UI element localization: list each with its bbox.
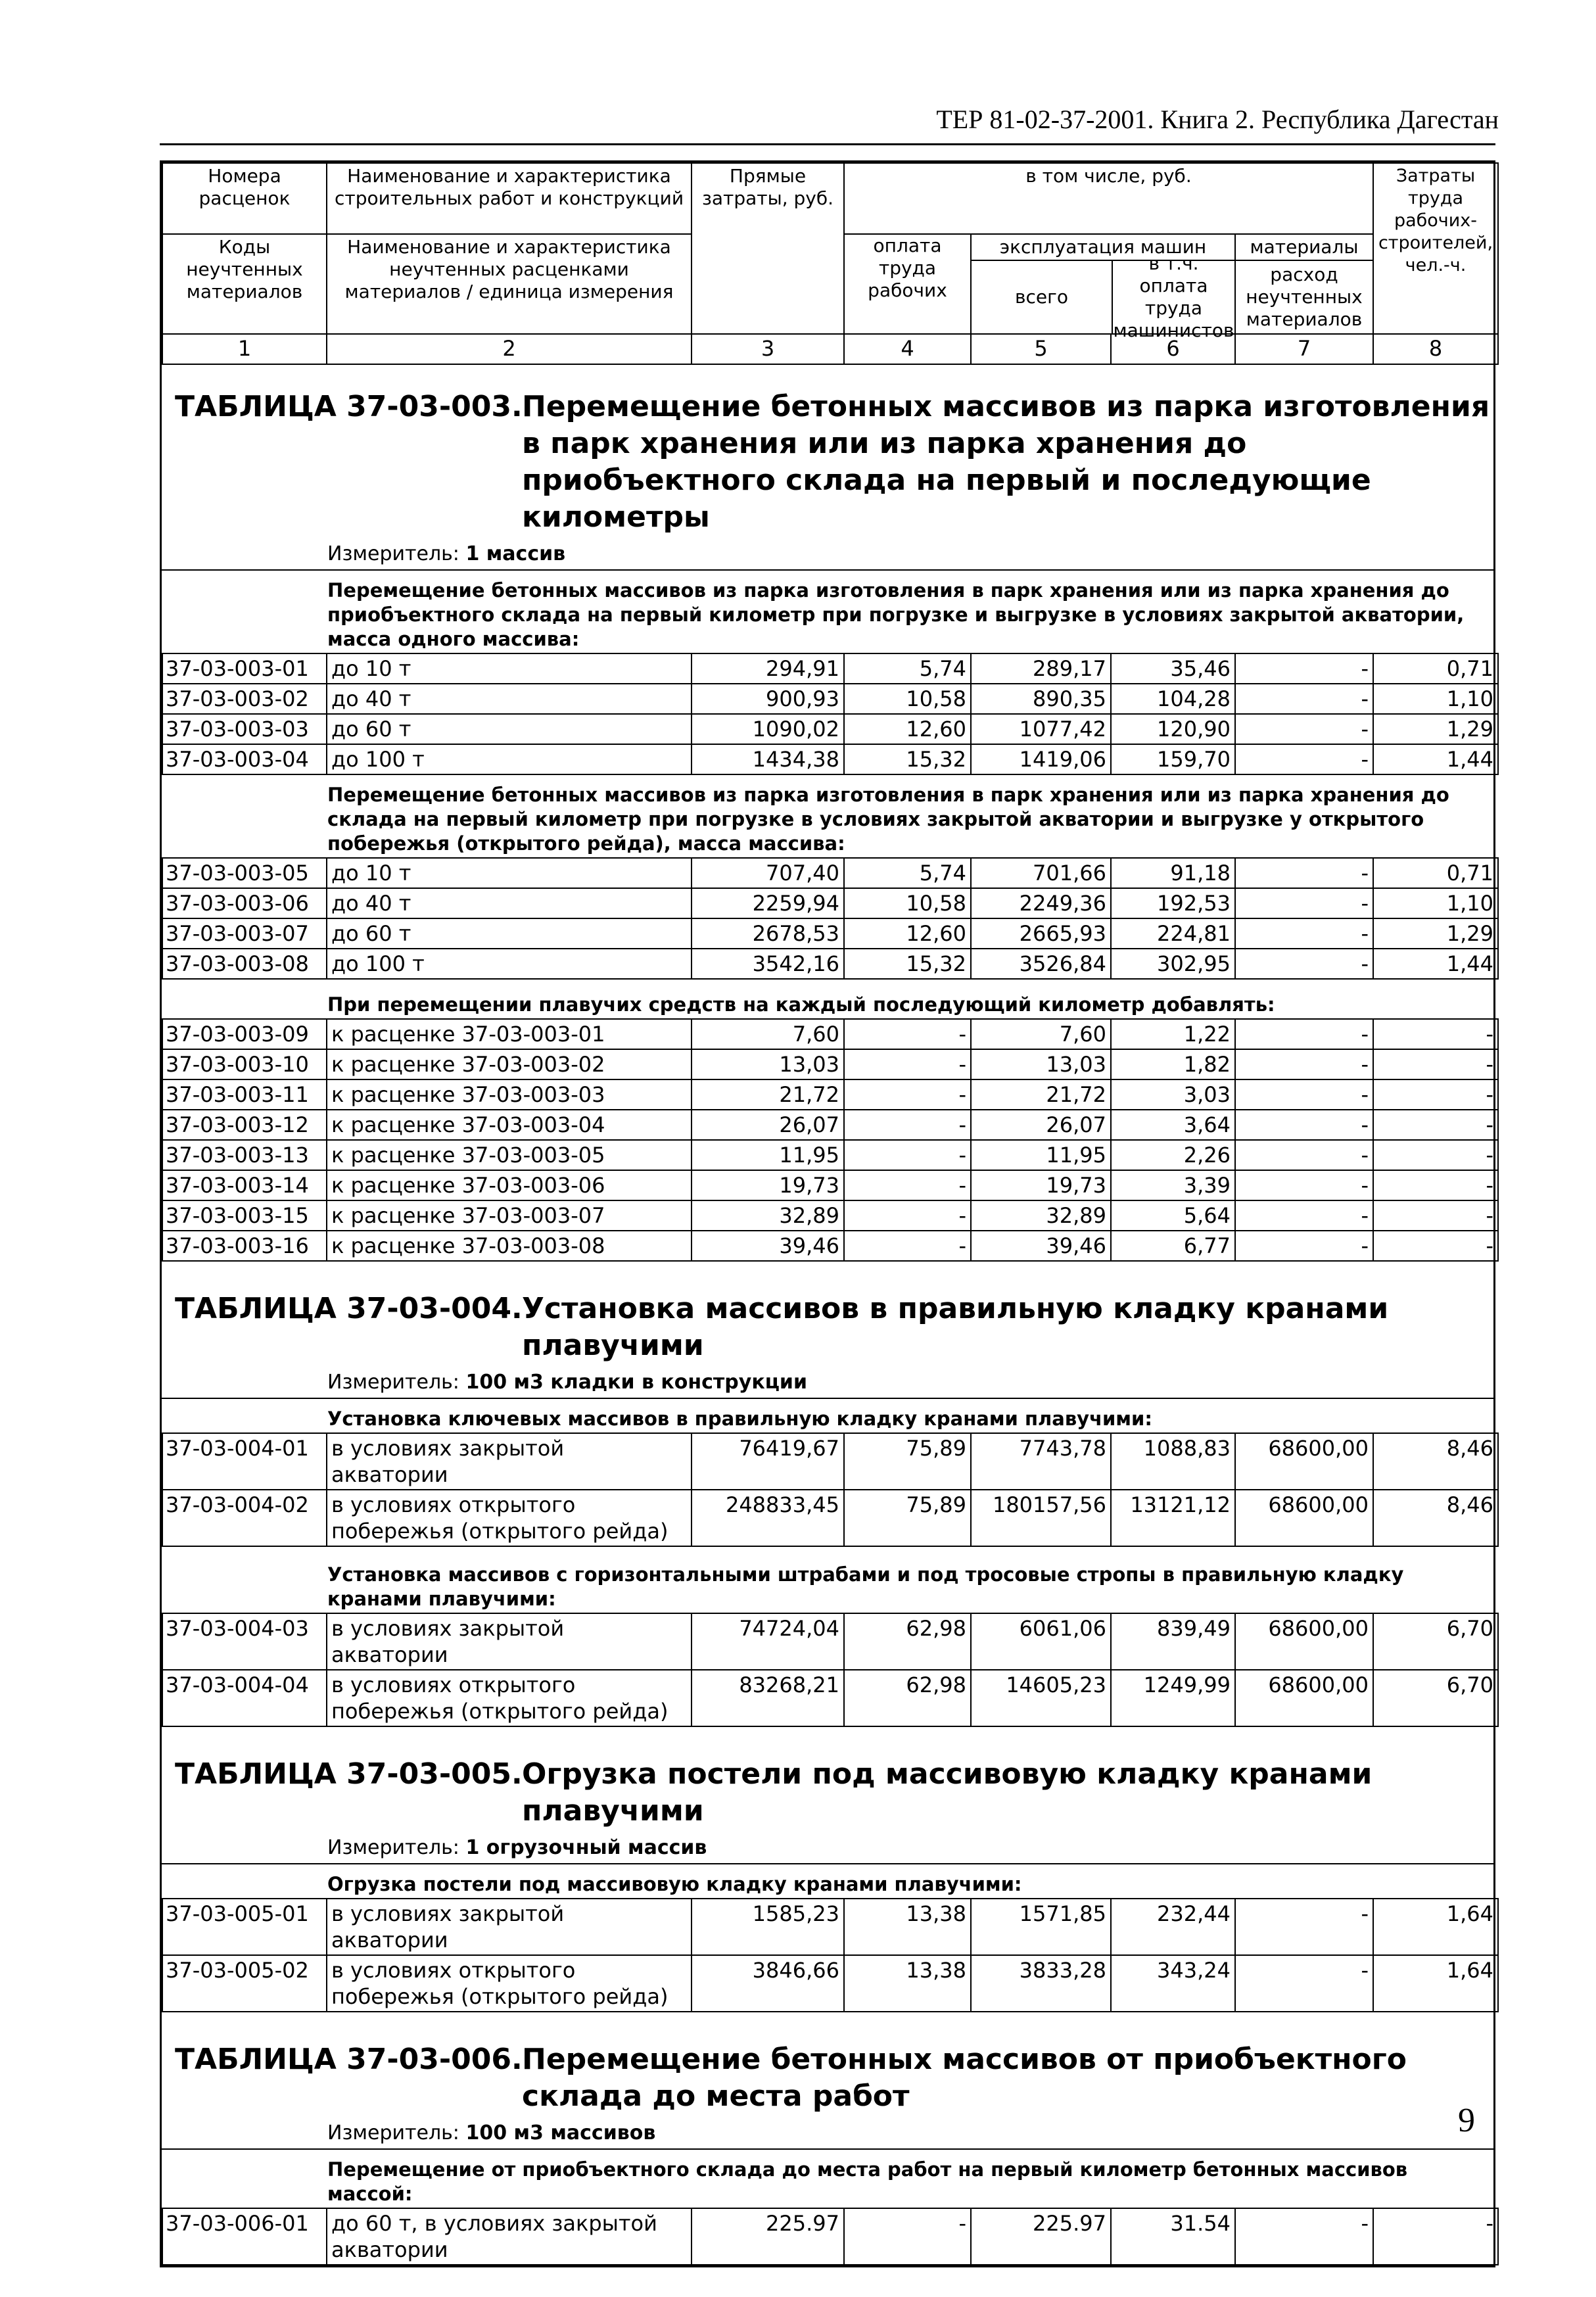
rates-table [162,857,1499,980]
rate-code: 37-03-003-10 [162,1049,327,1079]
direct-costs: 1585,23 [692,1899,844,1955]
worker-wages: - [844,1170,971,1200]
worker-wages: 15,32 [844,744,971,774]
machine-total: 19,73 [971,1170,1111,1200]
section-heading: Огрузка постели под массивовую кладку кранами плавучими: [327,1873,1022,1895]
hdr-codes: Номера расценок [162,163,327,234]
table-title: ТАБЛИЦА 37-03-005. Огрузка постели под массивовую кладку кранами плавучими [175,1757,1373,1828]
rates-table [162,1018,1499,1262]
machinist-wages: 6,77 [1111,1231,1235,1261]
table-row [162,1170,1498,1200]
direct-costs: 11,95 [692,1140,844,1170]
table-row [162,1110,1498,1140]
labor-costs: - [1373,1170,1498,1200]
worker-wages: 10,58 [844,888,971,918]
material-consumption: - [1235,1079,1373,1110]
rate-code: 37-03-006-01 [162,2208,327,2265]
table-row [162,949,1498,979]
worker-wages: 10,58 [844,684,971,714]
direct-costs: 83268,21 [692,1670,844,1726]
rate-code: 37-03-003-14 [162,1170,327,1200]
direct-costs: 1090,02 [692,714,844,744]
hdr-work-name: Наименование и характеристика строительных работ и конструкций [327,163,692,234]
material-consumption: - [1235,1140,1373,1170]
table-row [162,1899,1498,1955]
machinist-wages: 1249,99 [1111,1670,1235,1726]
work-description: до 10 т [327,858,692,888]
worker-wages: - [844,1019,971,1049]
machinist-wages: 343,24 [1111,1955,1235,2012]
work-description: к расценке 37-03-003-06 [327,1170,692,1200]
measure-unit: Измеритель: 100 м3 кладки в конструкции [327,1371,807,1394]
worker-wages: 62,98 [844,1670,971,1726]
rate-code: 37-03-003-07 [162,918,327,949]
direct-costs: 248833,45 [692,1490,844,1546]
labor-costs: - [1373,2208,1498,2265]
labor-costs: 0,71 [1373,653,1498,684]
worker-wages: 75,89 [844,1490,971,1546]
machinist-wages: 104,28 [1111,684,1235,714]
work-description: до 60 т, в условиях закрытой акватории [327,2208,692,2265]
rates-table [162,653,1499,775]
material-consumption: - [1235,918,1373,949]
machine-total: 26,07 [971,1110,1111,1140]
direct-costs: 900,93 [692,684,844,714]
direct-costs: 3846,66 [692,1955,844,2012]
machine-total: 32,89 [971,1200,1111,1231]
machine-total: 14605,23 [971,1670,1111,1726]
section-heading: Перемещение бетонных массивов из парка изготовления в парк хранения или из парка хранения до склада на первый километр при погрузке в условиях закрытой акватории и выгрузке у открытого побережья (открытого рейда), масса массива: [327,784,1449,855]
worker-wages: 75,89 [844,1433,971,1490]
machine-total: 3526,84 [971,949,1111,979]
machinist-wages: 302,95 [1111,949,1235,979]
material-consumption: - [1235,1110,1373,1140]
machinist-wages: 91,18 [1111,858,1235,888]
rates-table [162,2208,1499,2265]
machine-total: 13,03 [971,1049,1111,1079]
labor-costs: 8,46 [1373,1490,1498,1546]
table-row [162,918,1498,949]
worker-wages: - [844,1200,971,1231]
worker-wages: 13,38 [844,1955,971,2012]
labor-costs: 1,64 [1373,1955,1498,2012]
labor-costs: 1,10 [1373,684,1498,714]
rate-code: 37-03-004-04 [162,1670,327,1726]
material-consumption: - [1235,653,1373,684]
labor-costs: 1,29 [1373,714,1498,744]
measure-unit: Измеритель: 1 огрузочный массив [327,1836,707,1859]
labor-costs: - [1373,1049,1498,1079]
hdr-machines: эксплуатация машин всего в т.ч. оплата труда машинистов [971,234,1235,334]
table-row [162,1490,1498,1546]
material-consumption: - [1235,1200,1373,1231]
direct-costs: 21,72 [692,1079,844,1110]
table-row [162,1613,1498,1670]
rate-code: 37-03-003-05 [162,858,327,888]
section-heading: Перемещение бетонных массивов из парка изготовления в парк хранения или из парка хранения до приобъектного склада на первый километр при погрузке и выгрузке в условиях закрытой акватории, масса одного массива: [327,579,1465,650]
column-numbers-row: 1 2 3 4 5 6 7 8 [162,334,1498,364]
material-consumption: - [1235,1019,1373,1049]
machine-total: 890,35 [971,684,1111,714]
machinist-wages: 159,70 [1111,744,1235,774]
material-consumption: - [1235,888,1373,918]
table-37-03-004 [162,1262,1493,1727]
table-row [162,1955,1498,2012]
section-heading: Установка ключевых массивов в правильную кладку кранами плавучими: [327,1408,1152,1430]
machine-total: 180157,56 [971,1490,1111,1546]
labor-costs: - [1373,1110,1498,1140]
material-consumption: - [1235,2208,1373,2265]
main-frame [160,160,1495,2267]
labor-costs: 8,46 [1373,1433,1498,1490]
table-37-03-005 [162,1727,1493,2012]
rate-code: 37-03-004-01 [162,1433,327,1490]
worker-wages: - [844,1110,971,1140]
machinist-wages: 120,90 [1111,714,1235,744]
machine-total: 701,66 [971,858,1111,888]
labor-costs: - [1373,1140,1498,1170]
work-description: в условиях открытого побережья (открытого рейда) [327,1670,692,1726]
worker-wages: - [844,2208,971,2265]
direct-costs: 225.97 [692,2208,844,2265]
labor-costs: - [1373,1200,1498,1231]
direct-costs: 707,40 [692,858,844,888]
machinist-wages: 839,49 [1111,1613,1235,1670]
rate-code: 37-03-003-06 [162,888,327,918]
table-row [162,1079,1498,1110]
direct-costs: 294,91 [692,653,844,684]
table-37-03-006 [162,2012,1493,2265]
work-description: к расценке 37-03-003-01 [327,1019,692,1049]
hdr-material-codes: Коды неучтенных материалов [162,234,327,334]
work-description: к расценке 37-03-003-03 [327,1079,692,1110]
table-row [162,744,1498,774]
machinist-wages: 3,03 [1111,1079,1235,1110]
machinist-wages: 5,64 [1111,1200,1235,1231]
material-consumption: - [1235,1955,1373,2012]
machinist-wages: 2,26 [1111,1140,1235,1170]
work-description: до 100 т [327,949,692,979]
machine-total: 7,60 [971,1019,1111,1049]
rate-code: 37-03-003-02 [162,684,327,714]
direct-costs: 76419,67 [692,1433,844,1490]
material-consumption: - [1235,949,1373,979]
rate-code: 37-03-003-08 [162,949,327,979]
direct-costs: 26,07 [692,1110,844,1140]
worker-wages: - [844,1049,971,1079]
direct-costs: 1434,38 [692,744,844,774]
machine-total: 225.97 [971,2208,1111,2265]
machinist-wages: 35,46 [1111,653,1235,684]
worker-wages: 15,32 [844,949,971,979]
document-header: ТЕР 81-02-37-2001. Книга 2. Республика Дагестан [936,105,1499,134]
table-row [162,1200,1498,1231]
work-description: к расценке 37-03-003-02 [327,1049,692,1079]
material-consumption: - [1235,1049,1373,1079]
machine-total: 2249,36 [971,888,1111,918]
work-description: в условиях закрытой акватории [327,1613,692,1670]
rate-code: 37-03-005-01 [162,1899,327,1955]
table-title: ТАБЛИЦА 37-03-004. Установка массивов в правильную кладку кранами плавучими [175,1292,1389,1362]
page-number: 9 [1458,2102,1475,2139]
direct-costs: 2678,53 [692,918,844,949]
labor-costs: - [1373,1079,1498,1110]
worker-wages: 12,60 [844,918,971,949]
labor-costs: 1,44 [1373,744,1498,774]
work-description: до 10 т [327,653,692,684]
worker-wages: - [844,1231,971,1261]
machinist-wages: 3,39 [1111,1170,1235,1200]
work-description: до 40 т [327,684,692,714]
rate-code: 37-03-003-15 [162,1200,327,1231]
table-37-03-003 [162,365,1493,1262]
worker-wages: 5,74 [844,858,971,888]
table-row [162,1049,1498,1079]
table-row [162,1670,1498,1726]
rates-table [162,1613,1499,1727]
labor-costs: 6,70 [1373,1670,1498,1726]
work-description: к расценке 37-03-003-04 [327,1110,692,1140]
direct-costs: 2259,94 [692,888,844,918]
labor-costs: 1,44 [1373,949,1498,979]
worker-wages: 5,74 [844,653,971,684]
table-row [162,1231,1498,1261]
work-description: до 60 т [327,714,692,744]
hdr-direct-costs: Прямые затраты, руб. [692,163,844,334]
machine-total: 21,72 [971,1079,1111,1110]
table-row [162,1433,1498,1490]
rate-code: 37-03-003-16 [162,1231,327,1261]
rate-code: 37-03-003-12 [162,1110,327,1140]
material-consumption: 68600,00 [1235,1490,1373,1546]
work-description: к расценке 37-03-003-07 [327,1200,692,1231]
material-consumption: - [1235,1170,1373,1200]
material-consumption: 68600,00 [1235,1433,1373,1490]
work-description: до 60 т [327,918,692,949]
work-description: в условиях открытого побережья (открытого рейда) [327,1955,692,2012]
machinist-wages: 31.54 [1111,2208,1235,2265]
machinist-wages: 1088,83 [1111,1433,1235,1490]
machine-total: 7743,78 [971,1433,1111,1490]
rates-table [162,1433,1499,1547]
machinist-wages: 1,82 [1111,1049,1235,1079]
machinist-wages: 1,22 [1111,1019,1235,1049]
material-consumption: - [1235,1231,1373,1261]
direct-costs: 74724,04 [692,1613,844,1670]
machine-total: 6061,06 [971,1613,1111,1670]
worker-wages: - [844,1140,971,1170]
machinist-wages: 224,81 [1111,918,1235,949]
worker-wages: 62,98 [844,1613,971,1670]
page-content [160,160,1495,2267]
material-consumption: - [1235,744,1373,774]
machine-total: 2665,93 [971,918,1111,949]
direct-costs: 13,03 [692,1049,844,1079]
table-row [162,714,1498,744]
machinist-wages: 3,64 [1111,1110,1235,1140]
hdr-including: в том числе, руб. [844,163,1373,234]
direct-costs: 7,60 [692,1019,844,1049]
material-consumption: 68600,00 [1235,1670,1373,1726]
rate-code: 37-03-003-01 [162,653,327,684]
work-description: до 40 т [327,888,692,918]
direct-costs: 3542,16 [692,949,844,979]
worker-wages: 12,60 [844,714,971,744]
work-description: в условиях закрытой акватории [327,1899,692,1955]
machine-total: 1571,85 [971,1899,1111,1955]
work-description: к расценке 37-03-003-08 [327,1231,692,1261]
machine-total: 39,46 [971,1231,1111,1261]
material-consumption: - [1235,858,1373,888]
machine-total: 289,17 [971,653,1111,684]
labor-costs: 1,10 [1373,888,1498,918]
table-row [162,1019,1498,1049]
direct-costs: 39,46 [692,1231,844,1261]
work-description: до 100 т [327,744,692,774]
table-row [162,1140,1498,1170]
rate-code: 37-03-004-02 [162,1490,327,1546]
rate-code: 37-03-005-02 [162,1955,327,2012]
labor-costs: 1,64 [1373,1899,1498,1955]
work-description: к расценке 37-03-003-05 [327,1140,692,1170]
hdr-materials: материалы расход неучтенных материалов [1235,234,1373,334]
work-description: в условиях открытого побережья (открытого рейда) [327,1490,692,1546]
rate-code: 37-03-004-03 [162,1613,327,1670]
rate-code: 37-03-003-04 [162,744,327,774]
labor-costs: 0,71 [1373,858,1498,888]
section-heading: При перемещении плавучих средств на каждый последующий километр добавлять: [327,993,1275,1016]
worker-wages: - [844,1079,971,1110]
worker-wages: 13,38 [844,1899,971,1955]
labor-costs: - [1373,1019,1498,1049]
rate-code: 37-03-003-09 [162,1019,327,1049]
table-row [162,2208,1498,2265]
machine-total: 1419,06 [971,744,1111,774]
table-title: ТАБЛИЦА 37-03-006. Перемещение бетонных массивов от приобъектного склада до места работ [175,2043,1407,2113]
header-rule [160,143,1495,145]
direct-costs: 32,89 [692,1200,844,1231]
hdr-material-name: Наименование и характеристика неучтенных расценками материалов / единица измерения [327,234,692,334]
table-title: ТАБЛИЦА 37-03-003. Перемещение бетонных массивов из парка изготовления в парк хранения или из парка хранения до приобъектного склада на первый и последующие километры [175,390,1490,534]
table-row [162,858,1498,888]
measure-unit: Измеритель: 1 массив [327,542,566,565]
machine-total: 1077,42 [971,714,1111,744]
table-row [162,684,1498,714]
measure-unit: Измеритель: 100 м3 массивов [327,2121,656,2144]
direct-costs: 19,73 [692,1170,844,1200]
labor-costs: - [1373,1231,1498,1261]
material-consumption: - [1235,714,1373,744]
section-heading: Перемещение от приобъектного склада до места работ на первый километр бетонных массивов массой: [327,2158,1408,2205]
machinist-wages: 232,44 [1111,1899,1235,1955]
section-heading: Установка массивов с горизонтальными штрабами и под тросовые стропы в правильную кладку кранами плавучими: [327,1563,1404,1610]
machinist-wages: 13121,12 [1111,1490,1235,1546]
machine-total: 11,95 [971,1140,1111,1170]
rates-table [162,1898,1499,2012]
material-consumption: 68600,00 [1235,1613,1373,1670]
column-header-table [162,162,1499,365]
machinist-wages: 192,53 [1111,888,1235,918]
material-consumption: - [1235,1899,1373,1955]
material-consumption: - [1235,684,1373,714]
hdr-labor: Затраты труда рабочих-строителей, чел.-ч. [1373,163,1498,334]
table-row [162,888,1498,918]
work-description: в условиях закрытой акватории [327,1433,692,1490]
table-row [162,653,1498,684]
hdr-wages: оплата труда рабочих [844,234,971,334]
machine-total: 3833,28 [971,1955,1111,2012]
rate-code: 37-03-003-11 [162,1079,327,1110]
rate-code: 37-03-003-03 [162,714,327,744]
labor-costs: 6,70 [1373,1613,1498,1670]
rate-code: 37-03-003-13 [162,1140,327,1170]
labor-costs: 1,29 [1373,918,1498,949]
